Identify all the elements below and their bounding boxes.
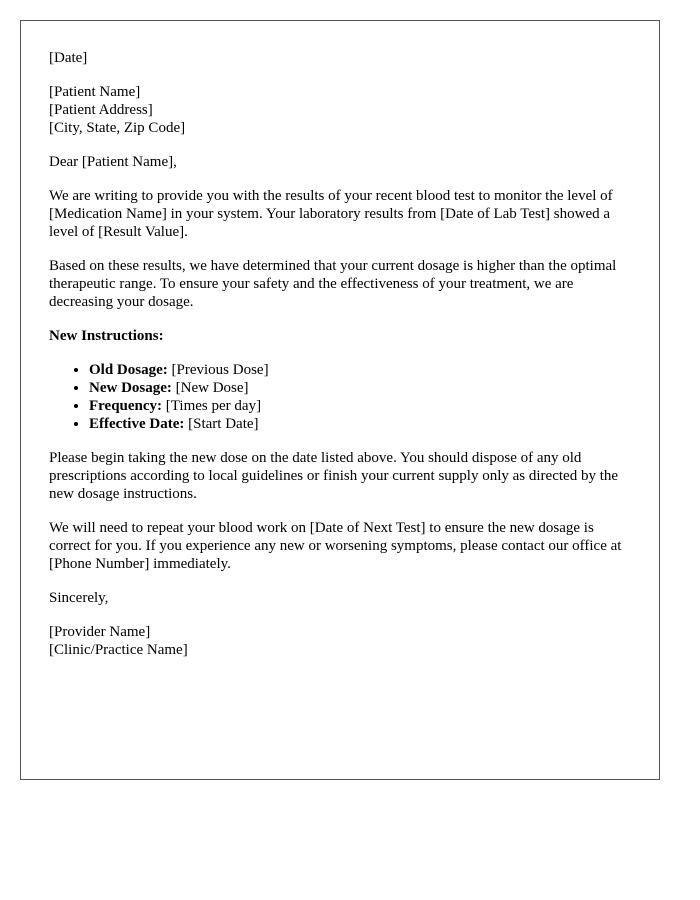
letter-page [20, 20, 660, 780]
instruction-item-new-dosage [89, 379, 631, 397]
instruction-label: Effective Date: [89, 416, 185, 432]
dosage-change-paragraph: Based on these results, we have determined that your current dosage is higher than the optimal therapeutic range. To ensure your safety and the effectiveness of your treatment, we are decreasing your dosage. [49, 258, 617, 310]
instruction-item-effective-date [89, 415, 631, 433]
instruction-label: New Dosage: [89, 380, 172, 396]
recipient-name: [Patient Name] [49, 84, 141, 100]
instruction-value: [Start Date] [184, 416, 259, 432]
letter-date: [Date] [49, 50, 88, 66]
instructions-list [49, 361, 631, 433]
clinic-name: [Clinic/Practice Name] [49, 642, 188, 658]
instruction-item-frequency [89, 397, 631, 415]
salutation: Dear [Patient Name], [49, 154, 177, 170]
recipient-city-state-zip: [City, State, Zip Code] [49, 120, 186, 136]
instruction-value: [Times per day] [162, 398, 262, 414]
results-paragraph: We are writing to provide you with the results of your recent blood test to monitor the level of [Medication Name] in your system. Your laboratory results from [Date of Lab Test] showed a level of [Result Value]. [49, 188, 613, 240]
date-line [49, 49, 631, 67]
instruction-value: [Previous Dose] [167, 362, 269, 378]
follow-up-paragraph: We will need to repeat your blood work on [Date of Next Test] to ensure the new dosage is correct for you. If you experience any new or worsening symptoms, please contact our office at [Phone Number] immediately. [49, 520, 622, 572]
instruction-label: Frequency: [89, 398, 163, 414]
instruction-item-old-dosage [89, 361, 631, 379]
closing: Sincerely, [49, 590, 109, 606]
recipient-address-block [49, 83, 631, 137]
recipient-address: [Patient Address] [49, 102, 153, 118]
instruction-label: Old Dosage: [89, 362, 168, 378]
instructions-heading: New Instructions: [49, 328, 164, 344]
signature-block [49, 623, 631, 659]
new-dose-paragraph: Please begin taking the new dose on the date listed above. You should dispose of any old prescriptions according to local guidelines or finish your current supply only as directed by the new dosage instructions. [49, 450, 619, 502]
provider-name: [Provider Name] [49, 624, 151, 640]
instruction-value: [New Dose] [171, 380, 249, 396]
